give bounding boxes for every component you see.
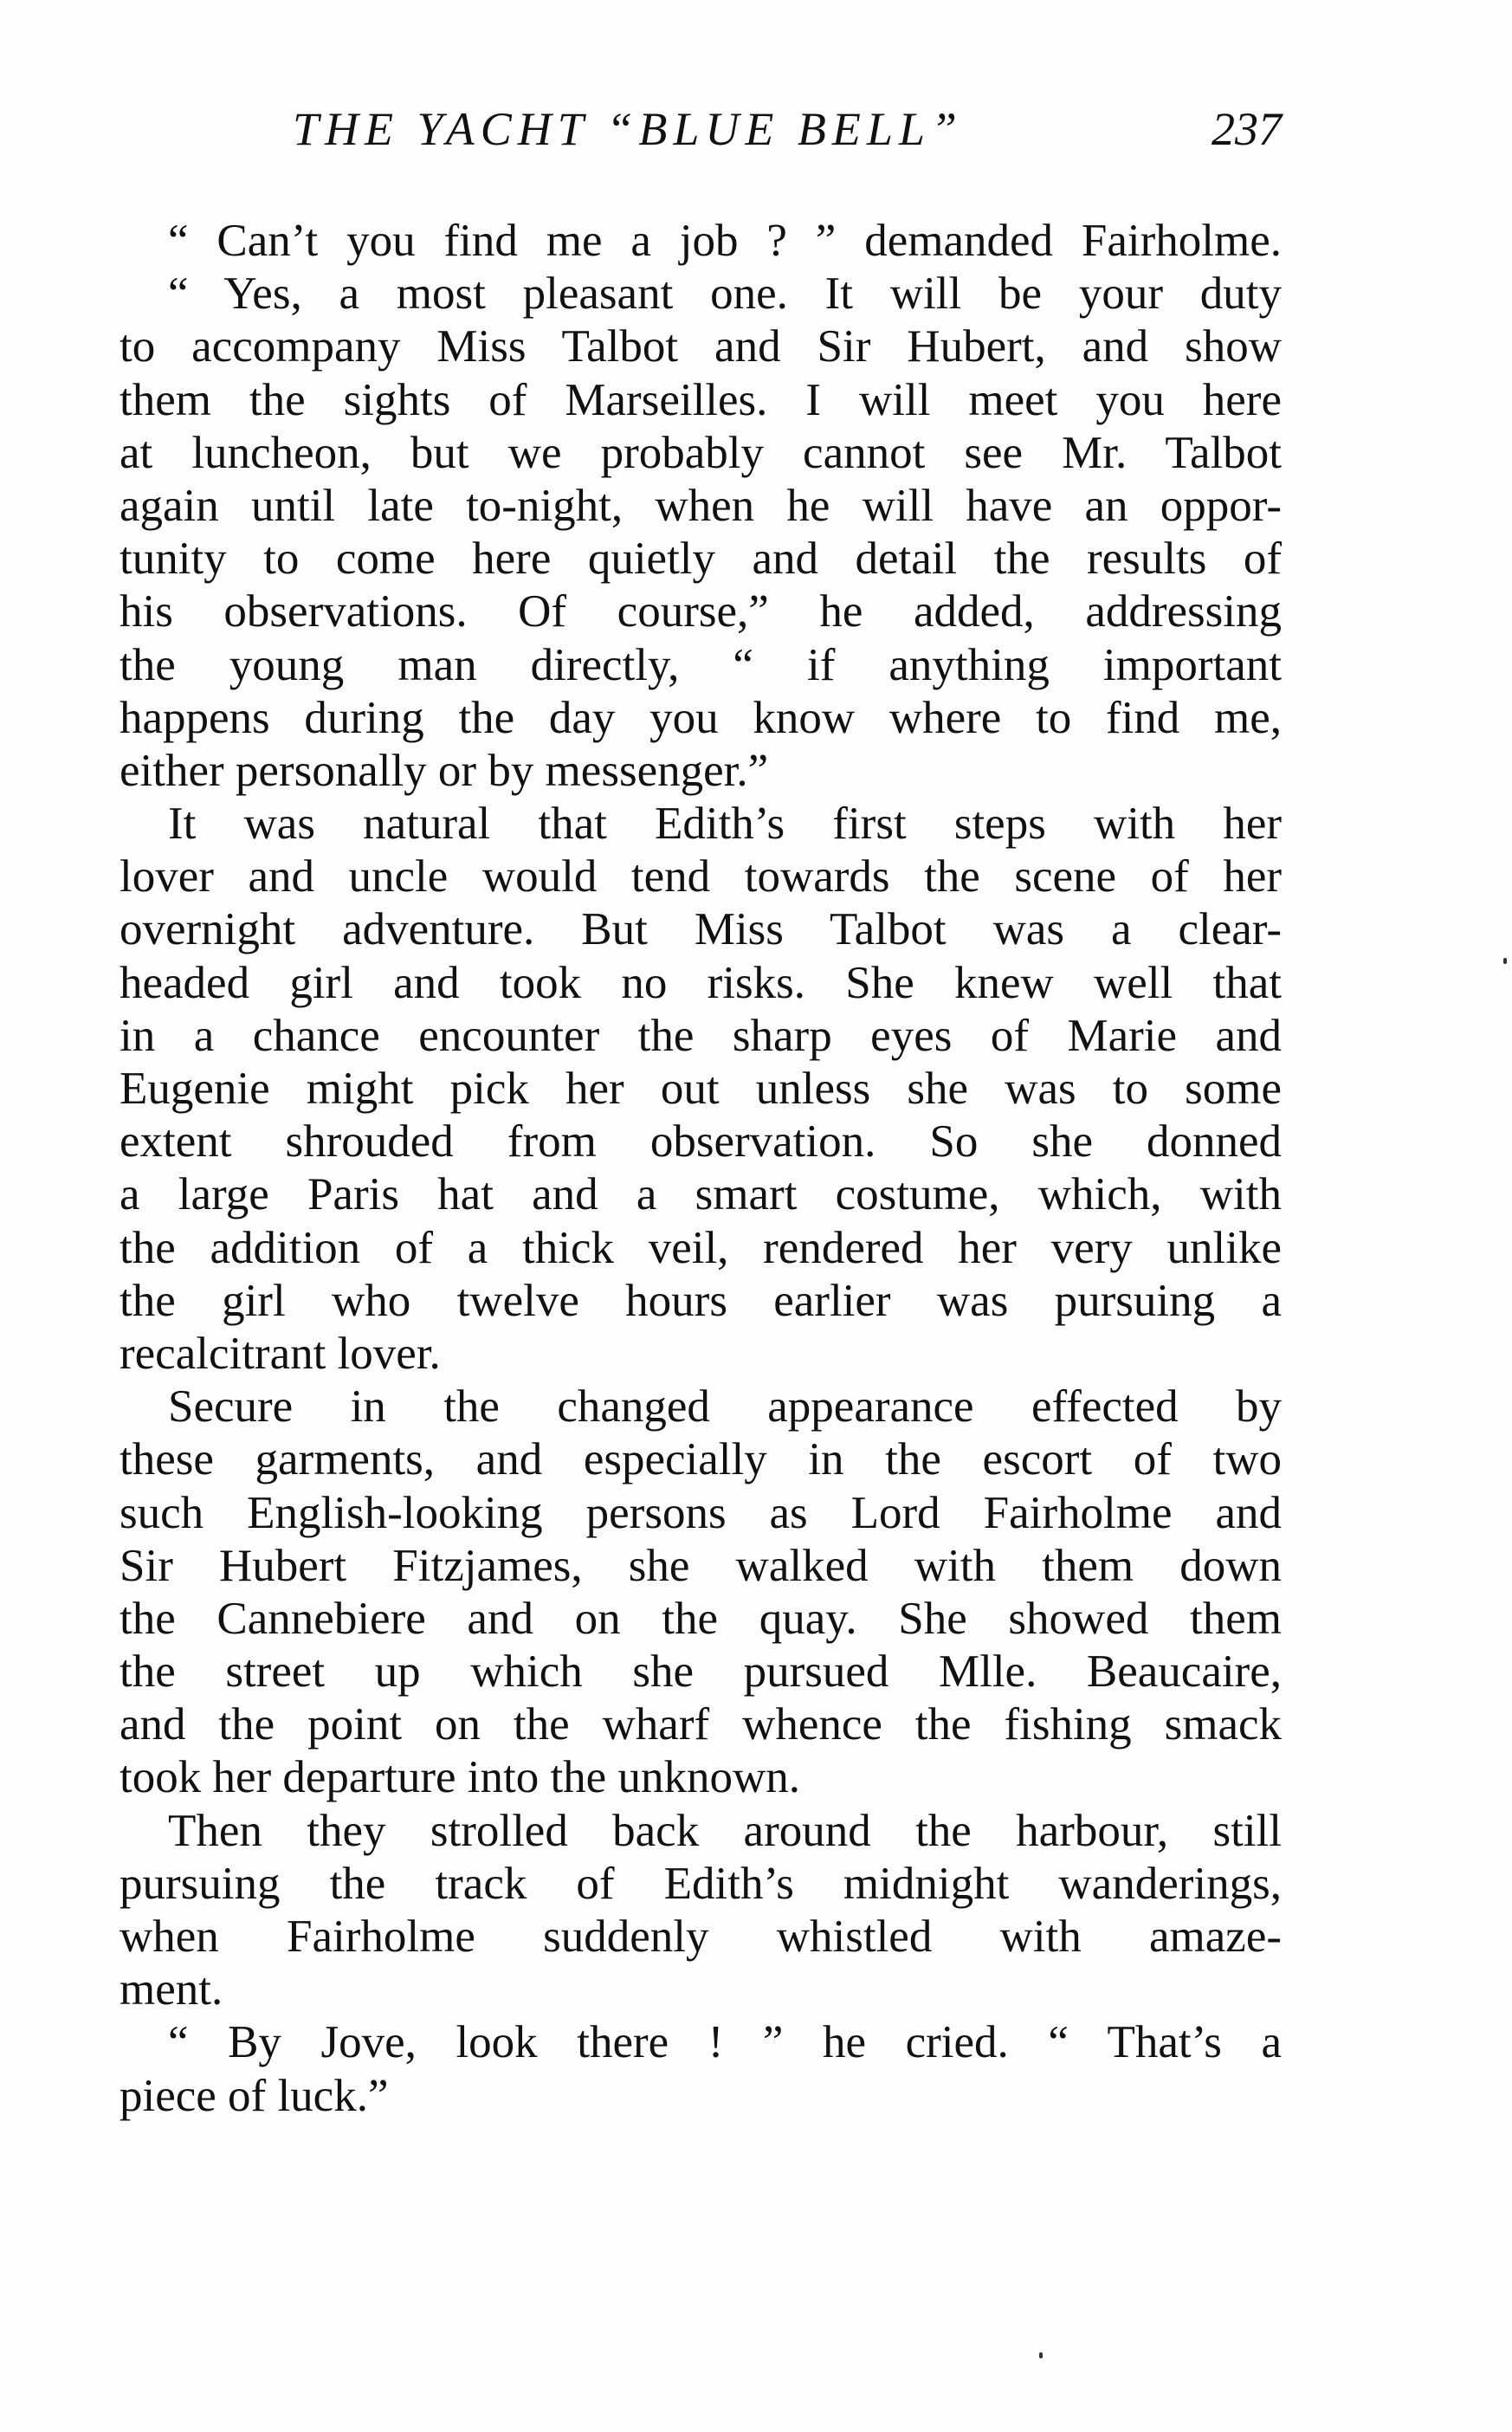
- running-head: [120, 102, 1282, 171]
- text-line: the Cannebiere and on the quay. She showed them: [120, 1593, 1282, 1644]
- text-line: at luncheon, but we probably cannot see Mr. Talbot: [120, 427, 1282, 478]
- text-line: lover and uncle would tend towards the scene of her: [120, 851, 1282, 902]
- text-line: “ Yes, a most pleasant one. It will be your duty: [168, 268, 1282, 320]
- page-number: 237: [1212, 103, 1282, 155]
- text-line: piece of luck.”: [120, 2070, 389, 2121]
- text-line: in a chance encounter the sharp eyes of Marie and: [120, 1010, 1282, 1061]
- text-line: Secure in the changed appearance effected by: [168, 1381, 1282, 1433]
- running-title: THE YACHT “BLUE BELL”: [293, 103, 963, 155]
- text-line: “ Can’t you find me a job ? ” demanded Fairholme.: [168, 216, 1282, 266]
- text-line: happens during the day you know where to find me,: [120, 692, 1282, 743]
- text-line: headed girl and took no risks. She knew well that: [120, 957, 1282, 1008]
- text-line: tunity to come here quietly and detail the results of: [120, 534, 1282, 585]
- text-line: Sir Hubert Fitzjames, she walked with them down: [120, 1540, 1282, 1591]
- text-line: pursuing the track of Edith’s midnight wanderings,: [120, 1858, 1282, 1909]
- text-line: Then they strolled back around the harbour, still: [168, 1805, 1282, 1856]
- text-line: to accompany Miss Talbot and Sir Hubert, and show: [120, 321, 1282, 372]
- text-line: a large Paris hat and a smart costume, which, with: [120, 1169, 1282, 1220]
- text-line: “ By Jove, look there ! ” he cried. “ That’s a: [168, 2017, 1282, 2068]
- text-line: the young man directly, “ if anything important: [120, 639, 1282, 690]
- text-line: It was natural that Edith’s first steps with her: [168, 799, 1282, 850]
- text-line: the girl who twelve hours earlier was pursuing a: [120, 1275, 1282, 1326]
- body-text: [120, 215, 1282, 2123]
- text-line: ment.: [120, 1964, 223, 2015]
- text-line: either personally or by messenger.”: [120, 745, 769, 796]
- text-line: again until late to-night, when he will have an oppor-: [120, 480, 1282, 531]
- text-line: and the point on the wharf whence the fishing smack: [120, 1699, 1282, 1750]
- text-line: extent shrouded from observation. So she donned: [120, 1116, 1282, 1167]
- text-line: Eugenie might pick her out unless she was to some: [120, 1064, 1282, 1114]
- text-line: when Fairholme suddenly whistled with amaze-: [120, 1911, 1282, 1962]
- stray-mark: [1503, 958, 1507, 964]
- text-line: took her departure into the unknown.: [120, 1752, 800, 1803]
- text-line: the street up which she pursued Mlle. Beaucaire,: [120, 1646, 1282, 1698]
- text-line: these garments, and especially in the escort of two: [120, 1434, 1282, 1485]
- text-line: them the sights of Marseilles. I will meet you here: [120, 374, 1282, 425]
- text-line: such English-looking persons as Lord Fairholme and: [120, 1487, 1282, 1538]
- text-line: recalcitrant lover.: [120, 1328, 441, 1379]
- text-line: the addition of a thick veil, rendered her very unlike: [120, 1222, 1282, 1273]
- text-line: his observations. Of course,” he added, addressing: [120, 586, 1282, 637]
- text-line: overnight adventure. But Miss Talbot was a clear-: [120, 904, 1282, 955]
- stray-mark: [1039, 2352, 1043, 2358]
